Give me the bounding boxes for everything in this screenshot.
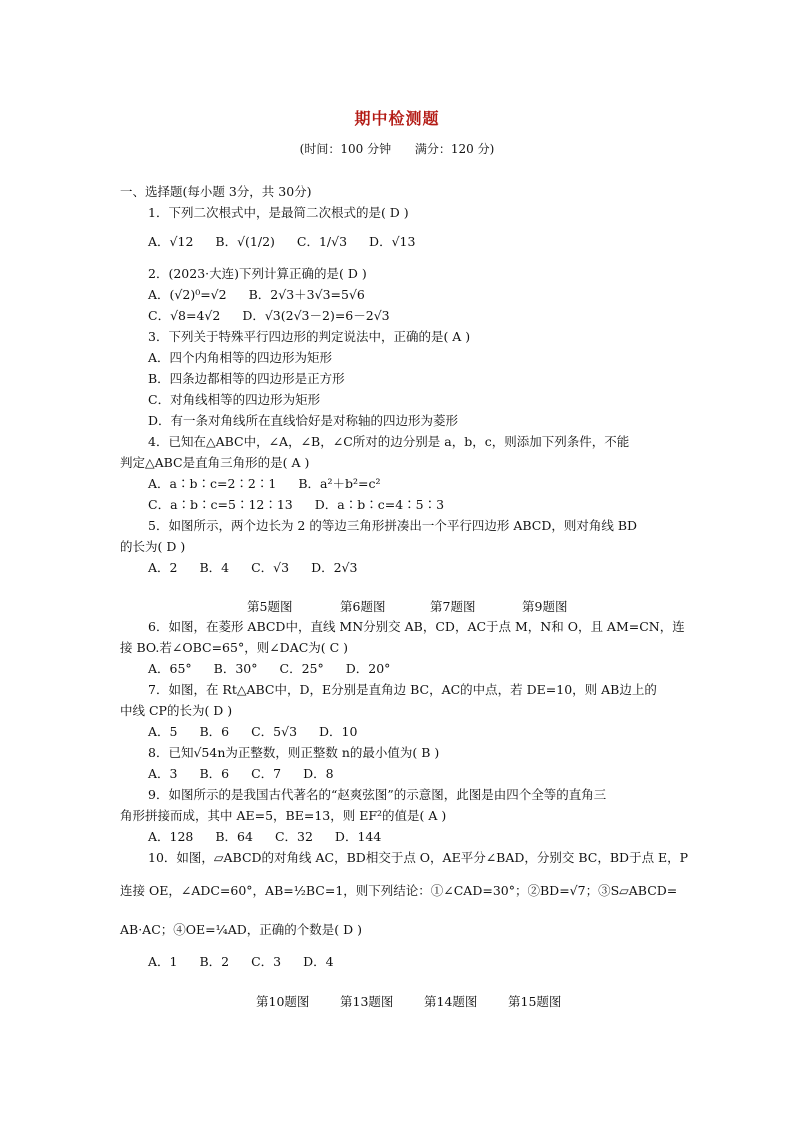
q3-stem: 3．下列关于特殊平行四边形的判定说法中，正确的是( A ) xyxy=(148,329,471,344)
q6-option-b: B．30° xyxy=(213,661,258,676)
q7-options xyxy=(148,724,375,740)
caption-fig5: 第5题图 xyxy=(247,599,293,614)
q4-option-c: C．a∶b∶c=5∶12∶13 xyxy=(148,497,293,512)
q5-options xyxy=(148,560,375,576)
q10-option-c: C．3 xyxy=(251,954,282,969)
q6-stem-line1: 6．如图，在菱形 ABCD中，直线 MN分别交 AB，CD，AC于点 M，N和 O，且 AM=CN，连 xyxy=(148,619,685,634)
section-heading: 一、选择题(每小题 3分，共 30分) xyxy=(120,184,312,199)
q9-options xyxy=(148,829,399,845)
q1-option-c: C．1/√3 xyxy=(296,234,348,249)
q8-option-b: B．6 xyxy=(199,766,230,781)
q8-stem: 8．已知√54n为正整数，则正整数 n的最小值为( B ) xyxy=(148,745,440,760)
q6-option-d: D．20° xyxy=(345,661,391,676)
caption-fig7: 第7题图 xyxy=(430,599,476,614)
q3-option-d: D．有一条对角线所在直线恰好是对称轴的四边形为菱形 xyxy=(148,413,459,428)
q5-option-c: C．√3 xyxy=(251,560,290,575)
q5-option-a: A．2 xyxy=(148,560,178,575)
q8-option-a: A．3 xyxy=(148,766,178,781)
q2-options-row2 xyxy=(148,308,408,324)
q3-option-c: C．对角线相等的四边形为矩形 xyxy=(148,392,321,407)
q7-option-a: A．5 xyxy=(148,724,178,739)
q8-option-c: C．7 xyxy=(251,766,282,781)
q9-stem-line1: 9．如图所示的是我国古代著名的“赵爽弦图”的示意图，此图是由四个全等的直角三 xyxy=(148,787,607,802)
q7-option-c: C．5√3 xyxy=(251,724,298,739)
exam-info xyxy=(0,140,794,157)
q3-option-a: A．四个内角相等的四边形为矩形 xyxy=(148,350,333,365)
q7-stem-line1: 7．如图，在 Rt△ABC中，D，E分别是直角边 BC，AC的中点，若 DE=10，则 AB边上的 xyxy=(148,682,657,697)
q6-option-c: C．25° xyxy=(279,661,324,676)
caption-fig6: 第6题图 xyxy=(340,599,386,614)
caption-fig9: 第9题图 xyxy=(522,599,568,614)
q5-stem-line2: 的长为( D ) xyxy=(120,539,186,554)
q2-option-b: B．2√3＋3√3=5√6 xyxy=(248,287,365,302)
q10-option-a: A．1 xyxy=(148,954,178,969)
q3-option-b: B．四条边都相等的四边形是正方形 xyxy=(148,371,345,386)
q5-stem-line1: 5．如图所示，两个边长为 2 的等边三角形拼凑出一个平行四边形 ABCD，则对角线 BD xyxy=(148,518,638,533)
q4-option-d: D．a∶b∶c=4∶5∶3 xyxy=(314,497,445,512)
q1-option-d: D．√13 xyxy=(369,234,416,249)
q10-stem-line1: 10．如图，▱ABCD的对角线 AC，BD相交于点 O，AE平分∠BAD，分别交 BC，BD于点 E，P xyxy=(148,850,689,865)
q8-options xyxy=(148,766,352,782)
q4-stem-line2: 判定△ABC是直角三角形的是( A ) xyxy=(120,455,310,470)
q6-option-a: A．65° xyxy=(148,661,192,676)
caption-fig13: 第13题图 xyxy=(340,994,394,1009)
q6-options xyxy=(148,661,408,677)
q8-option-d: D．8 xyxy=(303,766,334,781)
q7-option-b: B．6 xyxy=(199,724,230,739)
q10-option-d: D．4 xyxy=(303,954,334,969)
q7-option-d: D．10 xyxy=(319,724,358,739)
q10-option-b: B．2 xyxy=(199,954,230,969)
q1-options xyxy=(148,234,433,250)
q9-option-a: A．128 xyxy=(148,829,194,844)
q10-options xyxy=(148,954,352,970)
q9-stem-line2: 角形拼接而成，其中 AE=5，BE=13，则 EF²的值是( A ) xyxy=(120,808,447,823)
q4-option-b: B．a²＋b²=c² xyxy=(298,476,381,491)
q9-option-c: C．32 xyxy=(274,829,313,844)
q4-options-row1 xyxy=(148,476,398,492)
q2-option-a: A．(√2)⁰=√2 xyxy=(148,287,227,302)
q2-stem: 2．(2023·大连)下列计算正确的是( D ) xyxy=(148,266,367,281)
caption-fig10: 第10题图 xyxy=(256,994,310,1009)
q6-stem-line2: 接 BO.若∠OBC=65°，则∠DAC为( C ) xyxy=(120,640,349,655)
q7-stem-line2: 中线 CP的长为( D ) xyxy=(120,703,233,718)
q9-option-d: D．144 xyxy=(334,829,382,844)
q4-options-row2 xyxy=(148,497,462,513)
q2-options-row1 xyxy=(148,287,383,303)
q1-option-b: B．√(1/2) xyxy=(215,234,275,249)
q4-stem-line1: 4．已知在△ABC中，∠A，∠B，∠C所对的边分别是 a，b，c，则添加下列条件，不能 xyxy=(148,434,630,449)
q1-stem: 1．下列二次根式中，是最简二次根式的是( D ) xyxy=(148,205,409,220)
q10-stem-line3: AB·AC；④OE=¼AD，正确的个数是( D ) xyxy=(120,922,363,937)
q1-option-a: A．√12 xyxy=(148,234,194,249)
q4-option-a: A．a∶b∶c=2∶2∶1 xyxy=(148,476,277,491)
page-title: 期中检测题 xyxy=(354,109,440,128)
q2-option-d: D．√3(2√3－2)=6－2√3 xyxy=(242,308,390,323)
q5-option-b: B．4 xyxy=(199,560,230,575)
score-info: 满分：120 分) xyxy=(414,142,495,156)
q5-option-d: D．2√3 xyxy=(311,560,358,575)
time-info: (时间：100 分钟 xyxy=(299,142,392,156)
q10-stem-line2: 连接 OE，∠ADC=60°，AB=½BC=1，则下列结论：①∠CAD=30°；②BD=√7；③S▱ABCD= xyxy=(120,883,678,898)
caption-fig15: 第15题图 xyxy=(508,994,562,1009)
caption-fig14: 第14题图 xyxy=(424,994,478,1009)
q2-option-c: C．√8=4√2 xyxy=(148,308,221,323)
q9-option-b: B．64 xyxy=(215,829,253,844)
